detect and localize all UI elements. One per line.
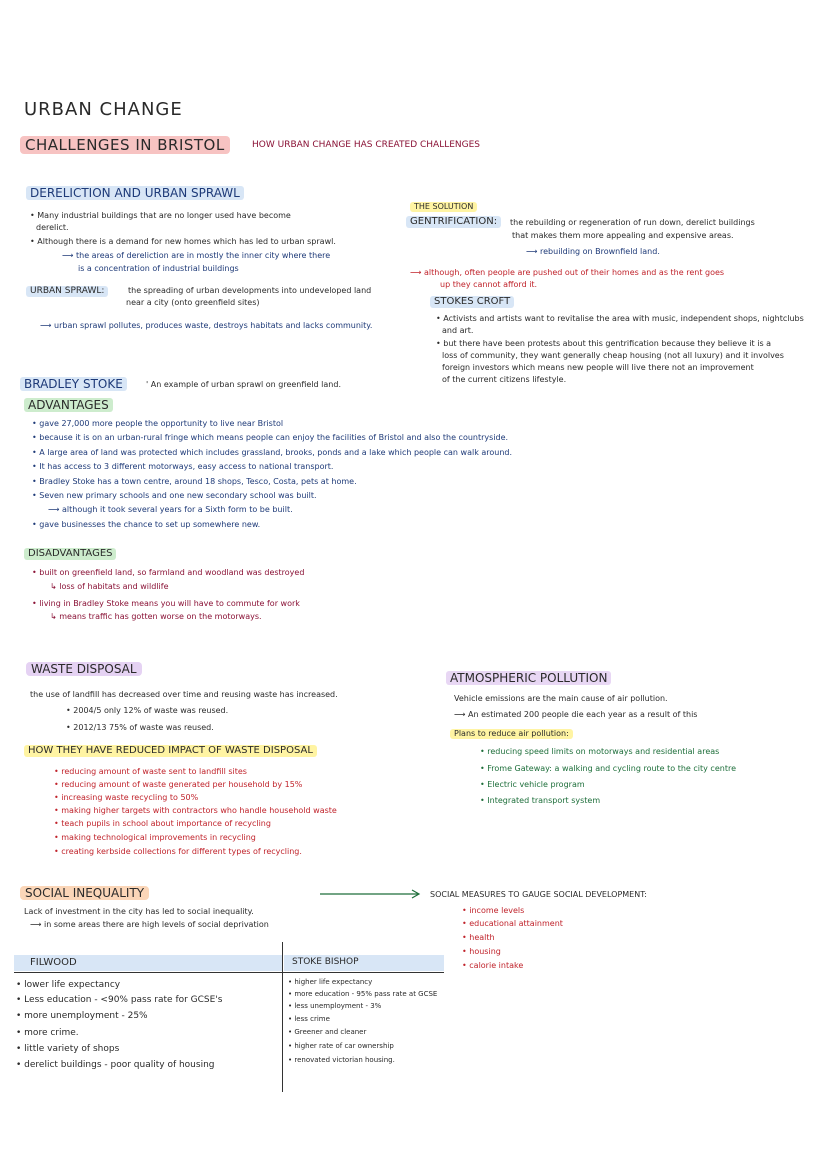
waste-disposal-heading: WASTE DISPOSAL <box>26 662 142 676</box>
disadvantage-item: ↳ means traffic has gotten worse on the motorways. <box>50 612 262 621</box>
pollution-plans-label: Plans to reduce air pollution: <box>450 729 573 739</box>
stoke-bishop-item: • higher rate of car ownership <box>288 1042 394 1050</box>
waste-reduce-item: • teach pupils in school about importance of recycling <box>54 819 271 828</box>
gentrification-note: ⟶ rebuilding on Brownfield land. <box>526 247 660 256</box>
social-measure-item: • income levels <box>462 906 525 915</box>
waste-reduce-item: • creating kerbside collections for different types of recycling. <box>54 847 302 856</box>
stokes-croft-bullet: and art. <box>442 326 474 335</box>
gentrification-definition: the rebuilding or regeneration of run down, derelict buildings <box>510 218 755 227</box>
filwood-item: • lower life expectancy <box>16 980 121 990</box>
disadvantage-item: • living in Bradley Stoke means you will have to commute for work <box>32 599 300 608</box>
dereliction-bullet: • Although there is a demand for new homes which has led to urban sprawl. <box>30 237 336 246</box>
advantage-item: • It has access to 3 different motorways, easy access to national transport. <box>32 462 334 471</box>
stoke-bishop-item: • Greener and cleaner <box>288 1028 367 1036</box>
urban-sprawl-definition: the spreading of urban developments into undeveloped land <box>128 286 372 295</box>
filwood-heading: FILWOOD <box>30 957 77 968</box>
advantage-item: • because it is on an urban-rural fringe which means people can enjoy the facilities of Bristol and also the countryside. <box>32 433 509 442</box>
bradley-stoke-description: ' An example of urban sprawl on greenfield land. <box>146 380 341 389</box>
stoke-bishop-item: • less unemployment - 3% <box>288 1002 382 1010</box>
pollution-heading: ATMOSPHERIC POLLUTION <box>446 671 611 685</box>
bristol-heading: CHALLENGES IN BRISTOL <box>20 136 230 154</box>
waste-reduce-item: • making technological improvements in recycling <box>54 833 256 842</box>
gentrification-label: GENTRIFICATION: <box>406 216 501 228</box>
social-measure-item: • calorie intake <box>462 961 524 970</box>
pollution-deaths: ⟶ An estimated 200 people die each year as a result of this <box>454 710 698 719</box>
disadvantages-heading: DISADVANTAGES <box>24 548 116 560</box>
stoke-bishop-heading: STOKE BISHOP <box>292 957 359 967</box>
bradley-stoke-heading: BRADLEY STOKE <box>20 377 127 391</box>
pollution-plan-item: • Frome Gateway: a walking and cycling route to the city centre <box>480 764 736 773</box>
stokes-croft-bullet: of the current citizens lifestyle. <box>442 375 567 384</box>
waste-reduce-heading: HOW THEY HAVE REDUCED IMPACT OF WASTE DISPOSAL <box>24 745 317 757</box>
pollution-cause: Vehicle emissions are the main cause of air pollution. <box>454 694 668 703</box>
advantage-item: • A large area of land was protected which includes grassland, brooks, ponds and a lake which people can walk around. <box>32 448 513 457</box>
stokes-croft-bullet: foreign investors which means new people will live there not an improvement <box>442 363 754 372</box>
solution-label: THE SOLUTION <box>410 202 477 212</box>
advantage-item: ⟶ although it took several years for a Sixth form to be built. <box>48 505 293 514</box>
advantage-item: • Bradley Stoke has a town centre, around 18 shops, Tesco, Costa, pets at home. <box>32 477 357 486</box>
page-title: URBAN CHANGE <box>24 99 183 120</box>
table-divider <box>14 972 444 973</box>
urban-sprawl-definition: near a city (onto greenfield sites) <box>126 298 260 307</box>
urban-sprawl-label: URBAN SPRAWL: <box>26 286 108 297</box>
stoke-bishop-item: • renovated victorian housing. <box>288 1056 395 1064</box>
disadvantage-item: • built on greenfield land, so farmland and woodland was destroyed <box>32 568 305 577</box>
waste-stat: • 2012/13 75% of waste was reused. <box>66 723 214 732</box>
social-inequality-text: ⟶ in some areas there are high levels of social deprivation <box>30 920 269 929</box>
stoke-bishop-item: • less crime <box>288 1015 330 1023</box>
social-measure-item: • housing <box>462 947 501 956</box>
advantage-item: • Seven new primary schools and one new secondary school was built. <box>32 491 317 500</box>
gentrification-negative: up they cannot afford it. <box>440 280 538 289</box>
advantages-heading: ADVANTAGES <box>24 398 113 412</box>
dereliction-note: ⟶ the areas of dereliction are in mostly the inner city where there <box>62 251 331 260</box>
waste-intro: the use of landfill has decreased over time and reusing waste has increased. <box>30 690 338 699</box>
pollution-plan-item: • Electric vehicle program <box>480 780 585 789</box>
gentrification-definition: that makes them more appealing and expensive areas. <box>512 231 734 240</box>
social-inequality-heading: SOCIAL INEQUALITY <box>20 886 149 900</box>
filwood-item: • Less education - <90% pass rate for GCSE's <box>16 995 223 1005</box>
social-measure-item: • educational attainment <box>462 919 563 928</box>
arrow-icon <box>318 888 426 900</box>
filwood-item: • little variety of shops <box>16 1044 120 1054</box>
waste-reduce-item: • making higher targets with contractors who handle household waste <box>54 806 337 815</box>
pollution-plan-item: • Integrated transport system <box>480 796 601 805</box>
filwood-item: • derelict buildings - poor quality of housing <box>16 1060 215 1070</box>
filwood-item: • more crime. <box>16 1028 79 1038</box>
dereliction-note: is a concentration of industrial buildings <box>78 264 239 273</box>
waste-reduce-item: • reducing amount of waste generated per household by 15% <box>54 780 303 789</box>
waste-reduce-item: • increasing waste recycling to 50% <box>54 793 199 802</box>
gentrification-negative: ⟶ although, often people are pushed out of their homes and as the rent goes <box>410 268 725 277</box>
stokes-croft-bullet: • but there have been protests about this gentrification because they believe it is a <box>436 339 772 348</box>
advantage-item: • gave businesses the chance to set up somewhere new. <box>32 520 261 529</box>
stokes-croft-bullet: loss of community, they want generally cheap housing (not all luxury) and it involves <box>442 351 784 360</box>
urban-sprawl-effect: ⟶ urban sprawl pollutes, produces waste, destroys habitats and lacks community. <box>40 321 373 330</box>
waste-stat: • 2004/5 only 12% of waste was reused. <box>66 706 229 715</box>
dereliction-bullet: derelict. <box>36 223 69 232</box>
stoke-bishop-item: • more education - 95% pass rate at GCSE <box>288 990 438 998</box>
table-divider <box>282 942 283 1092</box>
social-measure-item: • health <box>462 933 495 942</box>
advantage-item: • gave 27,000 more people the opportunity to live near Bristol <box>32 419 284 428</box>
social-inequality-text: Lack of investment in the city has led to social inequality. <box>24 907 254 916</box>
bristol-subtitle: HOW URBAN CHANGE HAS CREATED CHALLENGES <box>252 140 481 150</box>
dereliction-bullet: • Many industrial buildings that are no longer used have become <box>30 211 291 220</box>
stoke-bishop-item: • higher life expectancy <box>288 978 373 986</box>
stokes-croft-heading: STOKES CROFT <box>430 296 514 308</box>
stokes-croft-bullet: • Activists and artists want to revitalise the area with music, independent shops, nightclubs <box>436 314 804 323</box>
disadvantage-item: ↳ loss of habitats and wildlife <box>50 582 169 591</box>
filwood-item: • more unemployment - 25% <box>16 1011 148 1021</box>
dereliction-heading: DERELICTION AND URBAN SPRAWL <box>26 186 244 200</box>
waste-reduce-item: • reducing amount of waste sent to landfill sites <box>54 767 247 776</box>
social-measures-heading: SOCIAL MEASURES TO GAUGE SOCIAL DEVELOPMENT: <box>430 890 647 899</box>
pollution-plan-item: • reducing speed limits on motorways and residential areas <box>480 747 720 756</box>
